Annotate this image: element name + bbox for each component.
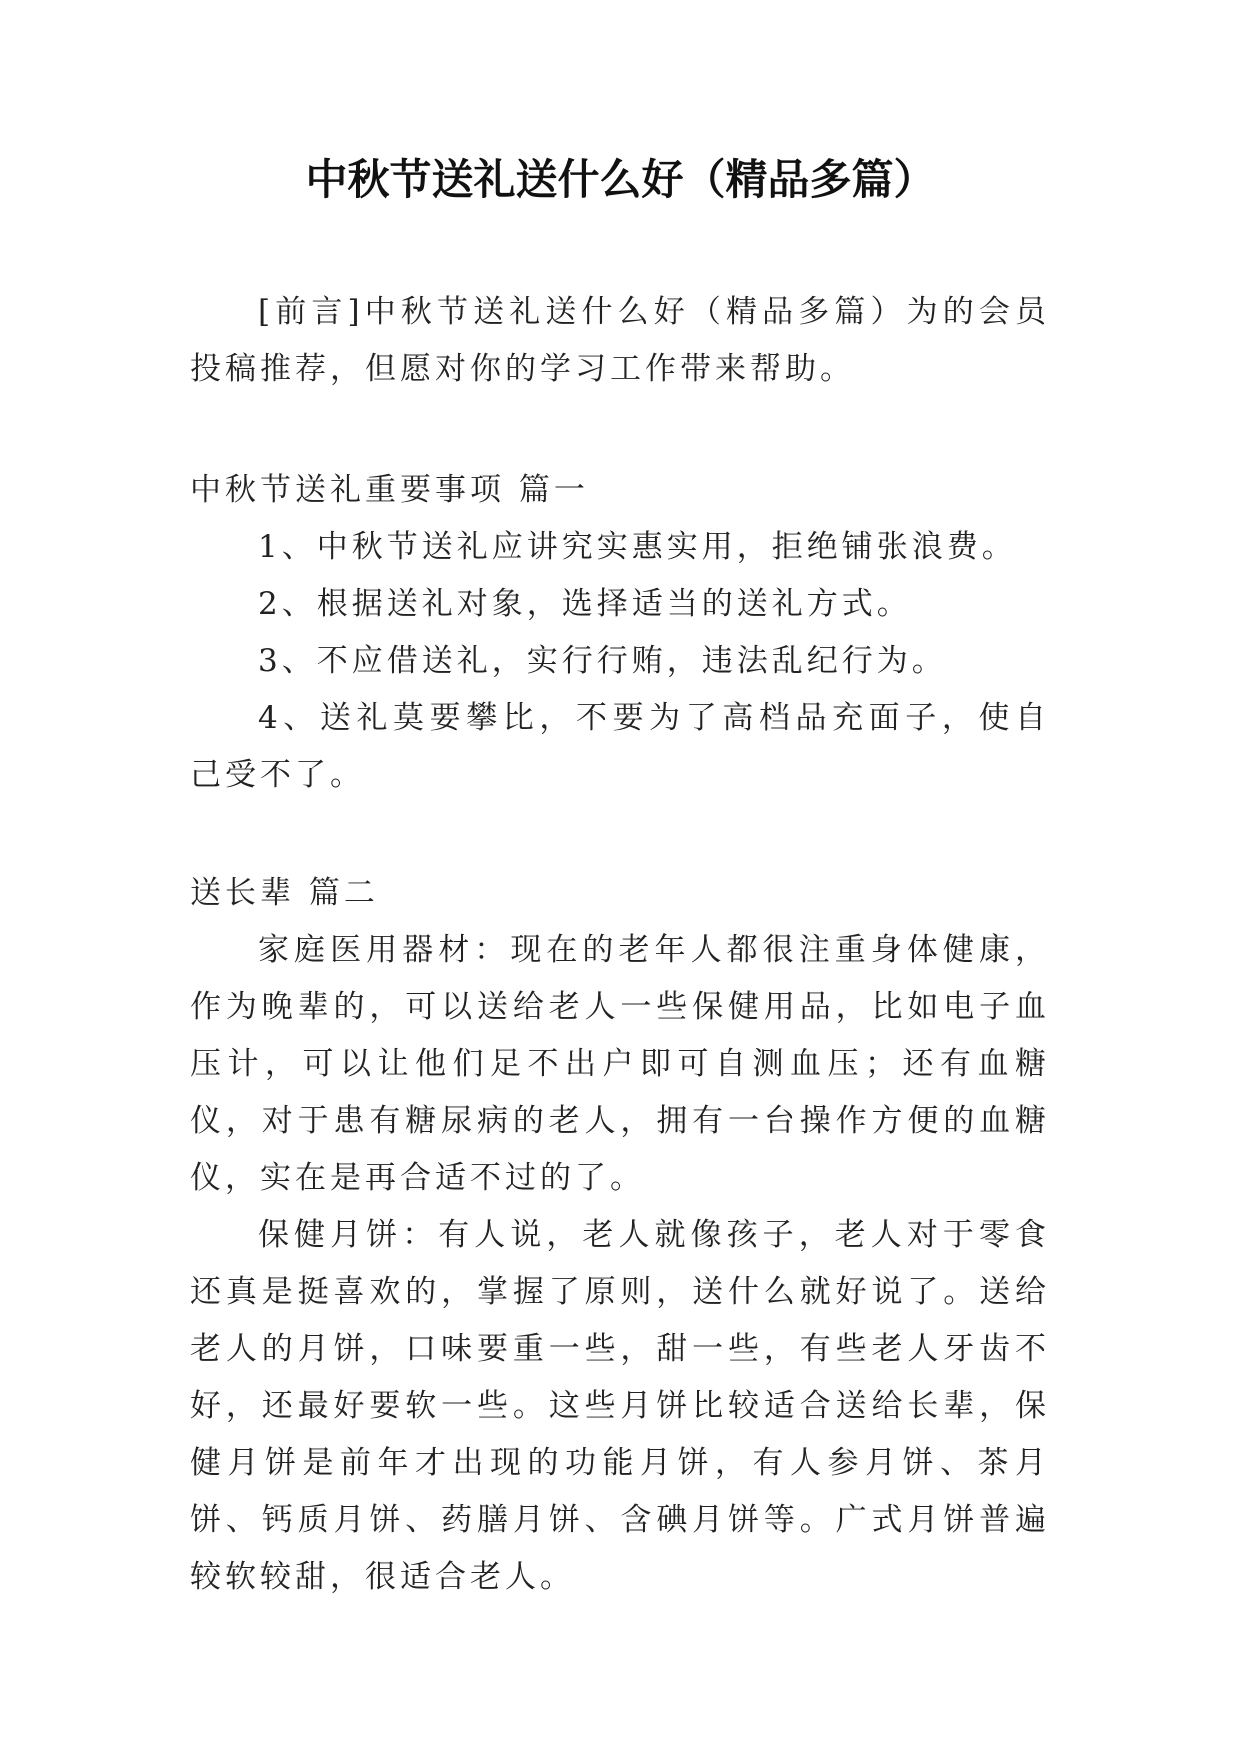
paragraph: 3、不应借送礼，实行行贿，违法乱纪行为。 [258, 643, 947, 679]
section-1 [190, 462, 1050, 804]
section-heading: 中秋节送礼重要事项 篇一 [190, 472, 589, 508]
paragraph: 保健月饼：有人说，老人就像孩子，老人对于零食还真是挺喜欢的，掌握了原则，送什么就好说了。送给老人的月饼，口味要重一些，甜一些，有些老人牙齿不好，还最好要软一些。这些月饼比较适合送给长辈，保健月饼是前年才出现的功能月饼，有人参月饼、茶月饼、钙质月饼、药膳月饼、含碘月饼等。广式月饼普遍较软较甜，很适合老人。 [190, 1217, 1050, 1595]
intro-block [190, 284, 1050, 398]
paragraph: 1、中秋节送礼应讲究实惠实用，拒绝铺张浪费。 [258, 529, 1017, 565]
section-heading: 送长辈 篇二 [190, 875, 379, 911]
paragraph: 家庭医用器材：现在的老年人都很注重身体健康，作为晚辈的，可以送给老人一些保健用品，比如电子血压计，可以让他们足不出户即可自测血压；还有血糖仪，对于患有糖尿病的老人，拥有一台操作方便的血糖仪，实在是再合适不过的了。 [190, 932, 1050, 1196]
section-2 [190, 865, 1050, 1606]
intro-paragraph: [前言]中秋节送礼送什么好（精品多篇）为的会员投稿推荐，但愿对你的学习工作带来帮助。 [190, 294, 1050, 387]
paragraph: 4、送礼莫要攀比，不要为了高档品充面子，使自己受不了。 [190, 700, 1050, 793]
document-title: 中秋节送礼送什么好（精品多篇） [305, 155, 936, 204]
paragraph: 2、根据送礼对象，选择适当的送礼方式。 [258, 586, 912, 622]
